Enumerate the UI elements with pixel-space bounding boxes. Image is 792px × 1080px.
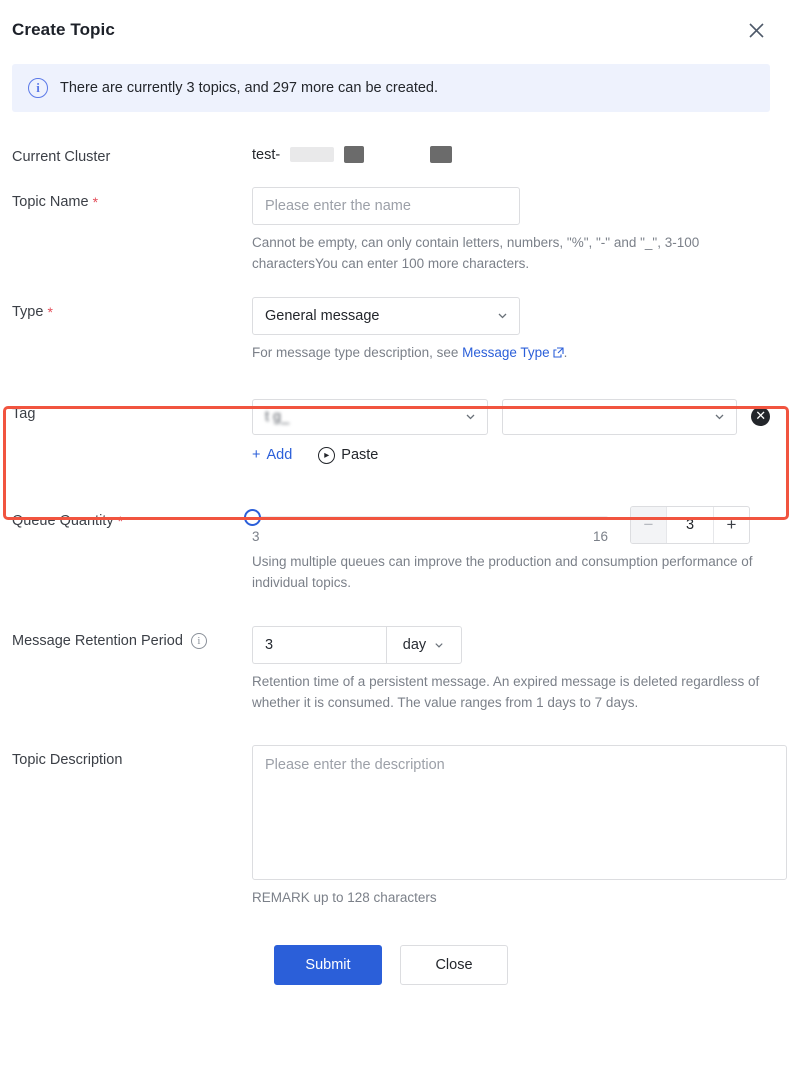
info-circle-icon[interactable]: i [191,633,207,649]
label-retention-text: Message Retention Period [12,632,183,649]
redacted-block-2 [344,146,364,163]
row-topic-name [12,187,770,275]
label-description-text: Topic Description [12,752,123,769]
queue-quantity-control [252,506,770,544]
paste-icon: ▸ [318,447,335,464]
queue-quantity-stepper[interactable] [630,506,750,544]
label-topic-name [12,187,252,210]
type-helper-prefix: For message type description, see [252,344,463,360]
label-retention [12,626,252,649]
topic-quota-banner [12,64,770,112]
close-button[interactable]: Close [400,945,508,985]
retention-unit-value: day [402,636,427,653]
add-tag-button[interactable] [252,447,292,463]
banner-text: There are currently 3 topics, and 297 more can be created. [60,80,439,96]
external-link-icon [553,344,564,365]
slider-min-label: 3 [252,528,260,544]
required-marker: * [117,512,124,529]
queue-quantity-slider[interactable] [252,506,608,544]
chevron-down-icon [433,639,445,651]
label-tag [12,399,252,422]
field-retention [252,626,770,714]
type-helper [252,343,770,365]
label-description [12,745,252,768]
label-type [12,297,252,320]
current-cluster-text: test- [252,146,281,163]
chevron-down-icon [713,410,726,423]
required-marker: * [47,303,53,320]
dialog-header [0,0,792,52]
label-current-cluster [12,142,252,165]
slider-track[interactable] [252,516,608,520]
retention-value-input[interactable]: 3 [252,626,386,664]
label-type-text: Type [12,303,44,320]
current-cluster-value [252,142,770,163]
row-description [12,745,770,909]
type-select-value: General message [265,307,380,324]
add-tag-label: Add [266,447,293,464]
tag-select-group [252,399,770,435]
tag-key-value: t g_ [265,408,290,425]
dialog-footer [12,945,770,1005]
field-topic-name [252,187,770,275]
tag-actions [252,447,770,464]
info-icon: i [28,78,48,98]
page-title: Create Topic [12,20,115,39]
label-topic-name-text: Topic Name [12,194,89,210]
stepper-value[interactable]: 3 [685,516,695,533]
create-topic-form [0,112,792,1005]
redacted-block-1 [290,147,334,162]
chevron-down-icon [464,410,477,423]
topic-name-input[interactable]: Please enter the name [252,187,520,225]
field-description [252,745,770,909]
row-type [12,297,770,365]
slider-max-label: 16 [592,528,608,544]
label-queue-quantity [12,506,252,529]
topic-name-helper: Cannot be empty, can only contain letters, numbers, "%", "-" and "_", 3-100 charactersYou can enter 100 more characters. [252,235,700,271]
retention-unit-select[interactable] [386,626,462,664]
field-current-cluster [252,142,770,163]
row-tag [12,399,770,464]
slider-scale [252,529,608,544]
field-queue-quantity [252,506,770,594]
row-retention [12,626,770,714]
stepper-plus-button[interactable]: + [713,507,749,543]
paste-tag-label: Paste [341,447,379,464]
tag-key-select[interactable] [252,399,488,435]
submit-button[interactable]: Submit [274,945,382,985]
stepper-minus-button[interactable]: − [631,507,667,543]
close-icon[interactable] [744,18,768,42]
plus-icon: + [252,447,261,464]
queue-quantity-helper: Using multiple queues can improve the production and consumption performance of individual topics. [252,553,753,590]
message-type-link[interactable]: Message Type [462,344,550,360]
paste-tag-button[interactable] [318,447,378,464]
redacted-block-3 [430,146,452,163]
tag-value-select[interactable] [502,399,738,435]
chevron-down-icon [496,309,509,322]
label-queue-quantity-text: Queue Quantity [12,512,114,529]
field-tag [252,399,770,464]
label-tag-text: Tag [12,405,36,422]
required-marker: * [92,194,99,210]
description-textarea[interactable]: Please enter the description [252,745,787,880]
slider-knob[interactable] [244,509,261,526]
description-helper: REMARK up to 128 characters [252,890,437,906]
row-current-cluster [12,142,770,165]
delete-tag-icon[interactable]: ✕ [751,407,770,426]
retention-control [252,626,770,664]
type-select[interactable] [252,297,520,335]
type-helper-suffix: . [563,344,568,360]
retention-helper: Retention time of a persistent message. An expired message is deleted regardless of whether it is consumed. The value ranges from 1 days to 7 days. [252,673,760,710]
label-current-cluster-text: Current Cluster [12,149,111,165]
row-queue-quantity [12,506,770,594]
field-type [252,297,770,365]
